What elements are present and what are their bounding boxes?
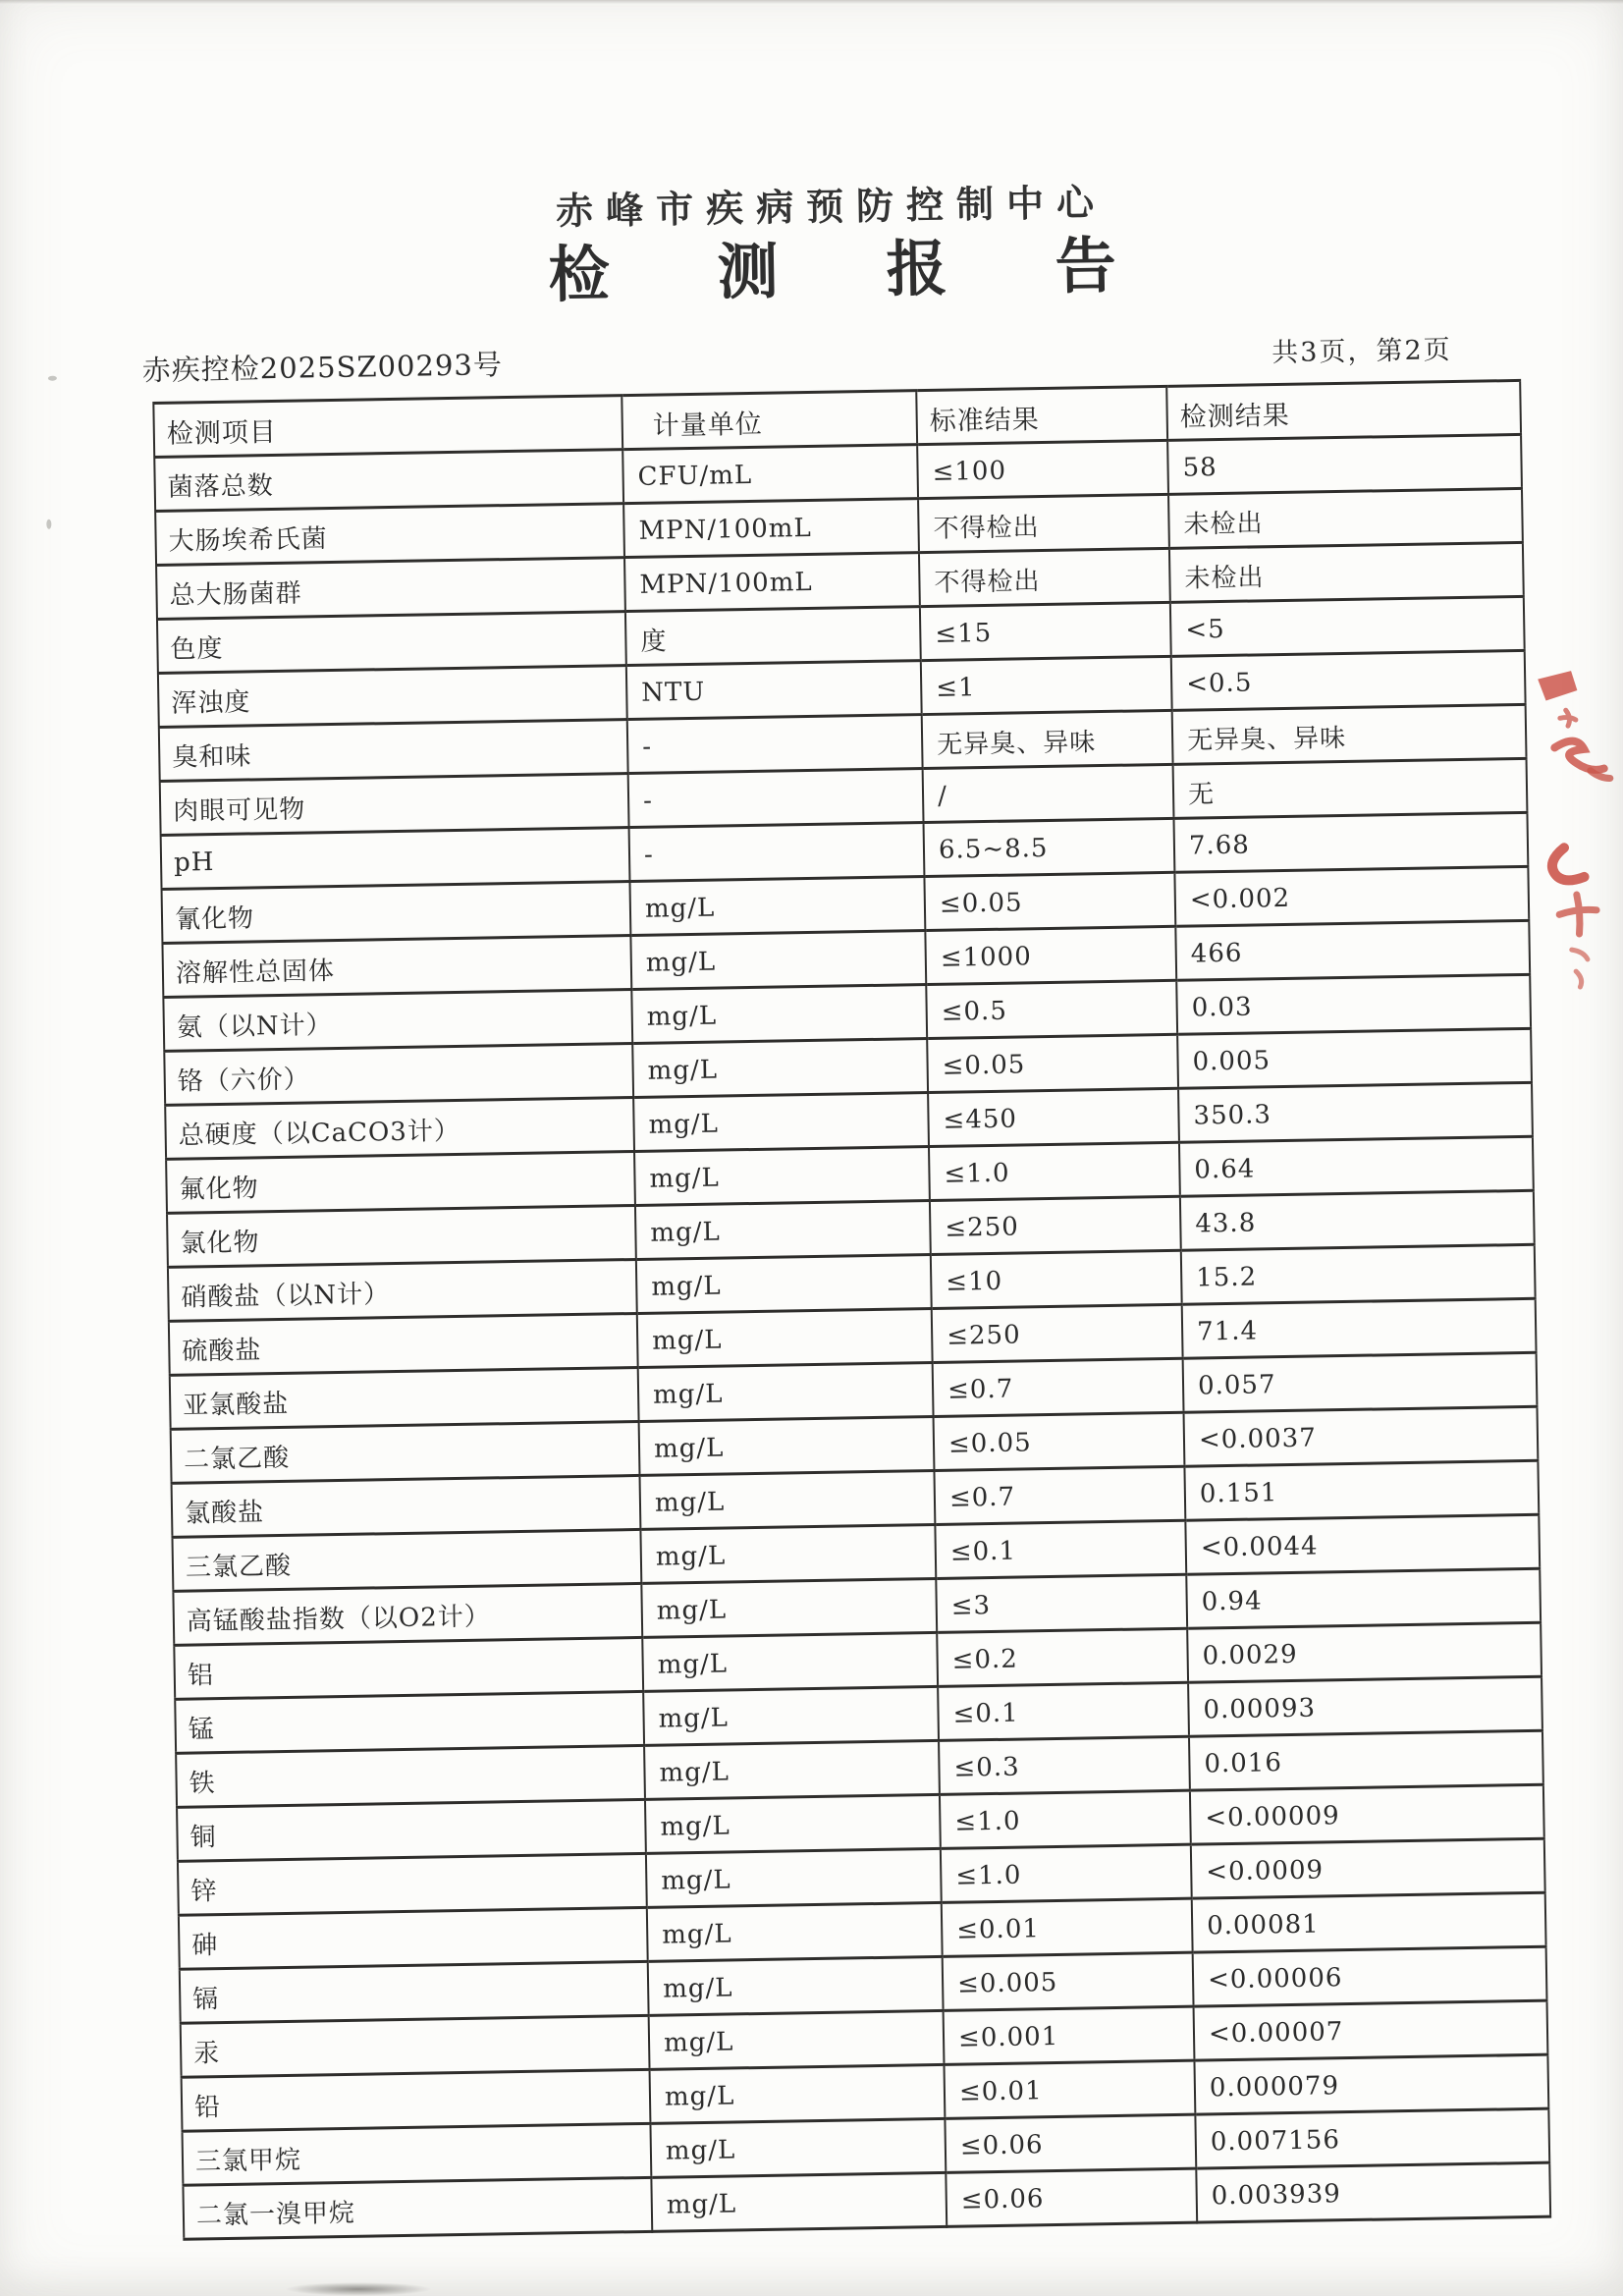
cell-standard: ≤450 xyxy=(928,1088,1179,1146)
cell-unit: mg/L xyxy=(644,1740,940,1799)
cell-result: 0.000079 xyxy=(1194,2054,1548,2114)
cell-item: pH xyxy=(161,828,630,890)
cell-standard: ≤0.1 xyxy=(938,1682,1189,1740)
header-item: 检测项目 xyxy=(153,396,622,458)
cell-unit: mg/L xyxy=(650,2064,946,2123)
cell-unit: mg/L xyxy=(646,1848,942,1907)
cell-unit: mg/L xyxy=(634,1147,930,1206)
cell-item: 氰化物 xyxy=(162,882,631,944)
cell-unit: mg/L xyxy=(642,1632,938,1691)
cell-result: 0.016 xyxy=(1189,1730,1543,1790)
cell-standard: ≤0.01 xyxy=(944,2060,1195,2118)
cell-item: 浑浊度 xyxy=(158,666,627,728)
header-standard: 标准结果 xyxy=(916,386,1167,444)
header-unit: 计量单位 xyxy=(622,391,917,450)
cell-unit: MPN/100mL xyxy=(624,553,920,612)
cell-item: 溶解性总固体 xyxy=(162,936,631,998)
results-table xyxy=(152,379,1551,2241)
cell-standard: ≤10 xyxy=(931,1250,1182,1308)
cell-item: 镉 xyxy=(180,1961,649,2023)
results-table-body xyxy=(154,434,1550,2239)
cell-standard: ≤3 xyxy=(936,1574,1187,1632)
cell-item: 大肠埃希氏菌 xyxy=(155,504,624,566)
cell-standard: 无异臭、异味 xyxy=(922,710,1173,768)
cell-result: 0.03 xyxy=(1176,974,1531,1034)
cell-result: 无异臭、异味 xyxy=(1172,704,1527,764)
cell-item: 铁 xyxy=(176,1745,645,1807)
cell-result: 15.2 xyxy=(1181,1244,1536,1304)
cell-standard: 不得检出 xyxy=(918,494,1169,552)
cell-item: 亚氯酸盐 xyxy=(170,1367,639,1429)
cell-item: 铜 xyxy=(177,1799,646,1861)
cell-unit: mg/L xyxy=(645,1794,941,1853)
cell-item: 氟化物 xyxy=(166,1151,635,1213)
cell-result: <0.5 xyxy=(1171,650,1526,710)
cell-item: 硝酸盐（以N计） xyxy=(168,1259,637,1321)
cell-result: 0.94 xyxy=(1186,1568,1541,1628)
cell-unit: mg/L xyxy=(649,2010,945,2069)
cell-result: 无 xyxy=(1173,758,1528,818)
cell-result: <0.00006 xyxy=(1193,1946,1547,2006)
cell-result: 7.68 xyxy=(1173,812,1528,872)
cell-result: 0.0029 xyxy=(1187,1622,1542,1682)
cell-item: 总大肠菌群 xyxy=(156,558,625,620)
cell-item: 氯化物 xyxy=(167,1205,636,1267)
cell-unit: mg/L xyxy=(641,1578,937,1637)
cell-result: <0.0044 xyxy=(1185,1514,1540,1574)
cell-standard: ≤15 xyxy=(920,602,1171,660)
cell-unit: - xyxy=(627,715,923,774)
cell-unit: NTU xyxy=(626,661,922,720)
cell-item: 臭和味 xyxy=(159,720,628,782)
cell-item: 锰 xyxy=(175,1691,644,1753)
scan-speck xyxy=(48,376,57,381)
cell-standard: ≤0.05 xyxy=(927,1034,1178,1092)
cell-result: 0.007156 xyxy=(1195,2108,1549,2168)
report-meta-row xyxy=(141,327,1451,389)
cell-unit: mg/L xyxy=(629,877,925,936)
cell-result: <5 xyxy=(1170,596,1525,656)
cell-item: 二氯乙酸 xyxy=(171,1421,640,1483)
cell-item: 色度 xyxy=(157,612,626,674)
cell-standard: ≤1 xyxy=(921,656,1172,714)
cell-result: <0.002 xyxy=(1174,866,1529,926)
cell-unit: mg/L xyxy=(640,1470,936,1529)
cell-result: 0.057 xyxy=(1183,1352,1538,1412)
cell-item: 锌 xyxy=(178,1853,647,1915)
cell-standard: ≤0.5 xyxy=(926,980,1177,1038)
cell-item: 砷 xyxy=(179,1907,648,1969)
cell-standard: ≤0.005 xyxy=(943,1952,1194,2010)
cell-unit: 度 xyxy=(625,607,921,666)
cell-result: 0.64 xyxy=(1179,1136,1534,1196)
cell-result: 466 xyxy=(1175,920,1530,980)
cell-unit: mg/L xyxy=(635,1201,931,1260)
cell-standard: ≤1.0 xyxy=(940,1790,1191,1848)
cell-unit: mg/L xyxy=(633,1093,929,1152)
cell-unit: mg/L xyxy=(637,1308,933,1367)
cell-result: 0.00081 xyxy=(1192,1892,1546,1952)
cell-standard: ≤0.05 xyxy=(934,1412,1185,1470)
cell-unit: mg/L xyxy=(650,2118,946,2177)
report-number: 赤疾控检2025SZ00293号 xyxy=(141,348,504,388)
cell-result: 71.4 xyxy=(1182,1298,1537,1358)
header-result: 检测结果 xyxy=(1166,380,1521,440)
cell-unit: mg/L xyxy=(639,1416,935,1475)
cell-standard: ≤0.2 xyxy=(937,1628,1188,1686)
cell-unit: MPN/100mL xyxy=(623,499,919,558)
cell-standard: ≤0.1 xyxy=(935,1520,1186,1578)
cell-item: 氨（以N计） xyxy=(163,990,632,1052)
red-ink-mark xyxy=(1519,839,1621,998)
cell-standard: ≤0.7 xyxy=(934,1466,1185,1524)
cell-item: 硫酸盐 xyxy=(169,1313,638,1375)
cell-standard: ≤0.06 xyxy=(946,2168,1197,2226)
cell-item: 三氯乙酸 xyxy=(172,1529,641,1591)
cell-result: 未检出 xyxy=(1168,488,1523,548)
cell-result: 0.151 xyxy=(1184,1460,1539,1520)
cell-standard: 不得检出 xyxy=(919,548,1170,606)
cell-result: 43.8 xyxy=(1180,1190,1535,1250)
cell-standard: ≤0.001 xyxy=(944,2006,1195,2064)
cell-unit: mg/L xyxy=(647,1902,943,1961)
red-ink-mark xyxy=(1520,664,1617,793)
cell-standard: ≤1.0 xyxy=(929,1142,1180,1200)
cell-standard: ≤100 xyxy=(917,440,1168,498)
cell-standard: ≤1.0 xyxy=(941,1844,1192,1902)
cell-unit: mg/L xyxy=(636,1255,932,1314)
cell-unit: mg/L xyxy=(651,2172,947,2231)
cell-standard: ≤1000 xyxy=(925,926,1176,984)
cell-item: 高锰酸盐指数（以O2计） xyxy=(173,1583,642,1645)
cell-item: 总硬度（以CaCO3计） xyxy=(165,1098,634,1160)
page-indicator: 共3页，第2页 xyxy=(1271,335,1452,369)
cell-result: 0.005 xyxy=(1177,1028,1532,1088)
scan-smudge xyxy=(285,2282,432,2296)
cell-result: 0.003939 xyxy=(1196,2162,1550,2222)
cell-result: <0.00009 xyxy=(1190,1784,1544,1844)
scan-speck xyxy=(46,519,51,529)
cell-unit: mg/L xyxy=(630,931,926,990)
cell-result: 350.3 xyxy=(1178,1082,1533,1142)
cell-item: 二氯一溴甲烷 xyxy=(183,2177,652,2239)
cell-item: 肉眼可见物 xyxy=(160,774,629,836)
cell-unit: mg/L xyxy=(632,1039,928,1098)
cell-unit: - xyxy=(629,823,925,882)
organization-title: 赤峰市疾病预防控制中心 xyxy=(555,179,1108,234)
cell-standard: ≤0.01 xyxy=(942,1898,1193,1956)
cell-standard: ≤250 xyxy=(930,1196,1181,1254)
cell-result: 58 xyxy=(1167,434,1522,494)
cell-item: 汞 xyxy=(181,2015,650,2077)
cell-standard: ≤0.05 xyxy=(924,872,1175,930)
cell-result: 0.00093 xyxy=(1188,1676,1542,1736)
cell-result: <0.00007 xyxy=(1194,2000,1548,2060)
cell-result: <0.0009 xyxy=(1191,1838,1545,1898)
cell-item: 铝 xyxy=(174,1637,643,1699)
cell-unit: mg/L xyxy=(640,1524,936,1583)
cell-standard: ≤250 xyxy=(932,1304,1183,1362)
cell-standard: ≤0.7 xyxy=(933,1358,1184,1416)
cell-unit: mg/L xyxy=(643,1686,939,1745)
cell-unit: mg/L xyxy=(648,1956,944,2015)
cell-result: 未检出 xyxy=(1169,542,1524,602)
cell-item: 铅 xyxy=(182,2069,651,2131)
cell-unit: mg/L xyxy=(631,985,927,1044)
cell-item: 菌落总数 xyxy=(154,450,623,512)
cell-standard: ≤0.3 xyxy=(939,1736,1190,1794)
cell-unit: - xyxy=(628,769,924,828)
cell-item: 三氯甲烷 xyxy=(183,2123,652,2185)
cell-unit: mg/L xyxy=(638,1362,934,1421)
cell-standard: 6.5~8.5 xyxy=(924,818,1175,876)
cell-item: 铬（六价） xyxy=(164,1044,633,1106)
cell-standard: / xyxy=(923,764,1174,822)
report-title-text: 检测报告 xyxy=(548,227,1225,311)
cell-standard: ≤0.06 xyxy=(945,2114,1196,2172)
cell-item: 氯酸盐 xyxy=(172,1475,641,1537)
cell-unit: CFU/mL xyxy=(622,445,918,504)
cell-result: <0.0037 xyxy=(1184,1406,1539,1466)
